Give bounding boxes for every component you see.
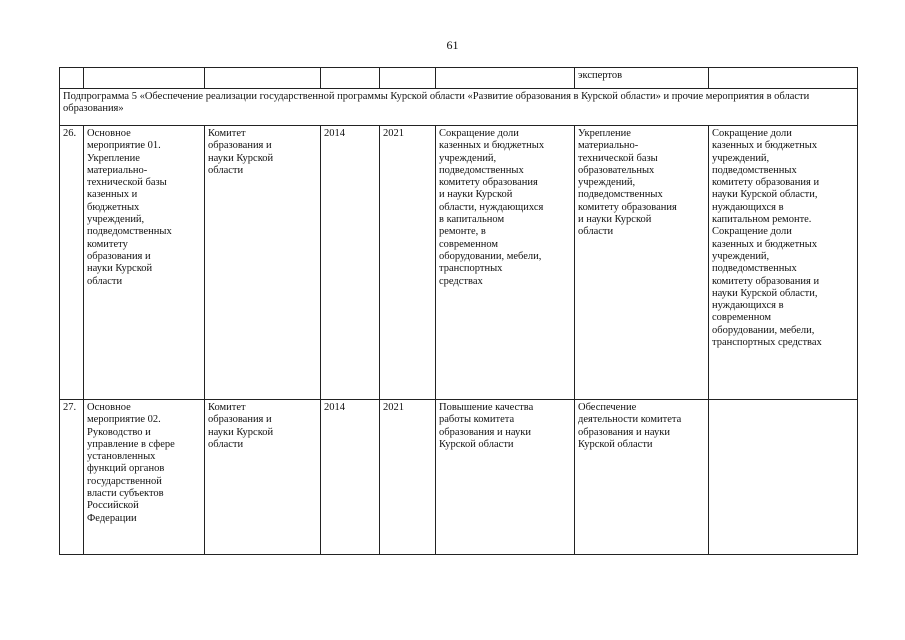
table-row — [60, 126, 858, 400]
row-number: 26. — [60, 126, 84, 400]
table-cell — [380, 68, 436, 89]
program-table — [59, 67, 858, 555]
indicators-cell — [709, 400, 858, 555]
table-cell — [60, 68, 84, 89]
end-year-cell: 2021 — [380, 126, 436, 400]
result-cell: Сокращение доли казенных и бюджетных учреждений, подведомственных комитету образования и науки Курской области, нуждающихся в капитальном ремонте, в современном оборудовании, мебели, транспортных средствах — [436, 126, 575, 400]
result-cell: Повышение качества работы комитета образования и науки Курской области — [436, 400, 575, 555]
subprogram-row — [60, 89, 858, 126]
continuation-row — [60, 68, 858, 89]
page-number: 61 — [446, 38, 459, 52]
activity-cell: Основное мероприятие 01. Укрепление материально- технической базы казенных и бюджетных учреждений, подведомственных комитету образования и науки Курской области — [84, 126, 205, 400]
end-year-cell: 2021 — [380, 400, 436, 555]
table-cell — [84, 68, 205, 89]
table-cell — [436, 68, 575, 89]
directions-cell: Укрепление материально- технической базы образовательных учреждений, подведомственных комитету образования и науки Курской области — [575, 126, 709, 400]
table-cell — [709, 68, 858, 89]
start-year-cell: 2014 — [321, 400, 380, 555]
table-cell: экспертов — [575, 68, 709, 89]
table-cell — [321, 68, 380, 89]
indicators-cell: Сокращение доли казенных и бюджетных учреждений, подведомственных комитету образования и науки Курской области, нуждающихся в капитальном ремонте. Сокращение доли казенных и бюджетных учреждений, подведомственных комитету образования и науки Курской области, нуждающихся в современном оборудовании, мебели, транспортных средствах — [709, 126, 858, 400]
executor-cell: Комитет образования и науки Курской области — [205, 400, 321, 555]
table-cell — [205, 68, 321, 89]
activity-cell: Основное мероприятие 02. Руководство и управление в сфере установленных функций органов государственной власти субъектов Российской Федерации — [84, 400, 205, 555]
row-number: 27. — [60, 400, 84, 555]
executor-cell: Комитет образования и науки Курской области — [205, 126, 321, 400]
subprogram-title: Подпрограмма 5 «Обеспечение реализации государственной программы Курской области «Развитие образования в Курской области» и прочие мероприятия в области образования» — [60, 89, 858, 126]
table-row — [60, 400, 858, 555]
start-year-cell: 2014 — [321, 126, 380, 400]
directions-cell: Обеспечение деятельности комитета образования и науки Курской области — [575, 400, 709, 555]
